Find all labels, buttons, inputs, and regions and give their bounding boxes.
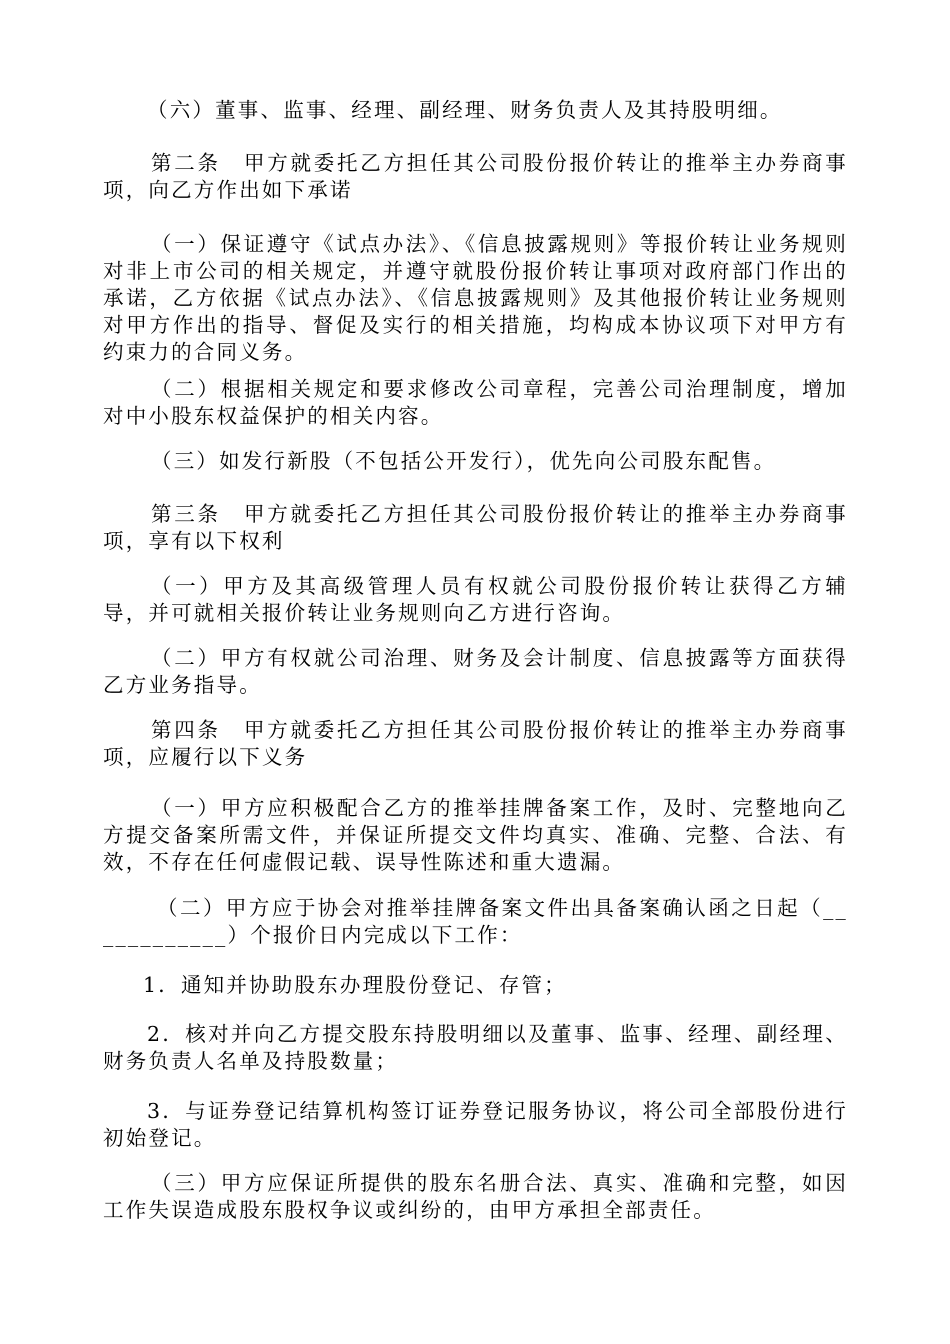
article-3-heading: 第三条 甲方就委托乙方担任其公司股份报价转让的推举主办券商事项，享有以下权利 [103, 502, 848, 553]
article-4-item-1: （一）甲方应积极配合乙方的推举挂牌备案工作，及时、完整地向乙方提交备案所需文件，并保证所提交文件均真实、准确、完整、合法、有效，不存在任何虚假记载、误导性陈述和重大遗漏。 [103, 796, 848, 874]
article-2-item-1: （一）保证遵守《试点办法》、《信息披露规则》等报价转让业务规则对非上市公司的相关规定，并遵守就股份报价转让事项对政府部门作出的承诺，乙方依据《试点办法》、《信息披露规则》及其他报价转让业务规则对甲方作出的指导、督促及实行的相关措施，均构成本协议项下对甲方有约束力的合同义务。 [103, 232, 848, 364]
article-2-item-3: （三）如发行新股（不包括公开发行），优先向公司股东配售。 [151, 449, 777, 473]
article-4-subitem-3: 3．与证券登记结算机构签订证券登记服务协议，将公司全部股份进行初始登记。 [103, 1099, 848, 1150]
article-2-item-2: （二）根据相关规定和要求修改公司章程，完善公司治理制度，增加对中小股东权益保护的相关内容。 [103, 377, 848, 428]
paragraph-directors-detail: （六）董事、监事、经理、副经理、财务负责人及其持股明细。 [147, 98, 783, 122]
article-2-heading: 第二条 甲方就委托乙方担任其公司股份报价转让的推举主办券商事项，向乙方作出如下承诺 [103, 151, 848, 202]
article-4-heading: 第四条 甲方就委托乙方担任其公司股份报价转让的推举主办券商事项，应履行以下义务 [103, 718, 848, 769]
article-3-item-2: （二）甲方有权就公司治理、财务及会计制度、信息披露等方面获得乙方业务指导。 [103, 646, 848, 697]
article-4-item-3: （三）甲方应保证所提供的股东名册合法、真实、准确和完整，如因工作失误造成股东股权争议或纠纷的，由甲方承担全部责任。 [103, 1171, 848, 1222]
article-4-subitem-1: 1．通知并协助股东办理股份登记、存管； [143, 973, 567, 997]
article-3-item-1: （一）甲方及其高级管理人员有权就公司股份报价转让获得乙方辅导，并可就相关报价转让业务规则向乙方进行咨询。 [103, 574, 848, 625]
article-4-item-2: （二）甲方应于协会对推举挂牌备案文件出具备案确认函之日起（____________）个报价日内完成以下工作： [103, 896, 848, 947]
article-4-subitem-2: 2．核对并向乙方提交股东持股明细以及董事、监事、经理、副经理、财务负责人名单及持股数量； [103, 1022, 848, 1073]
